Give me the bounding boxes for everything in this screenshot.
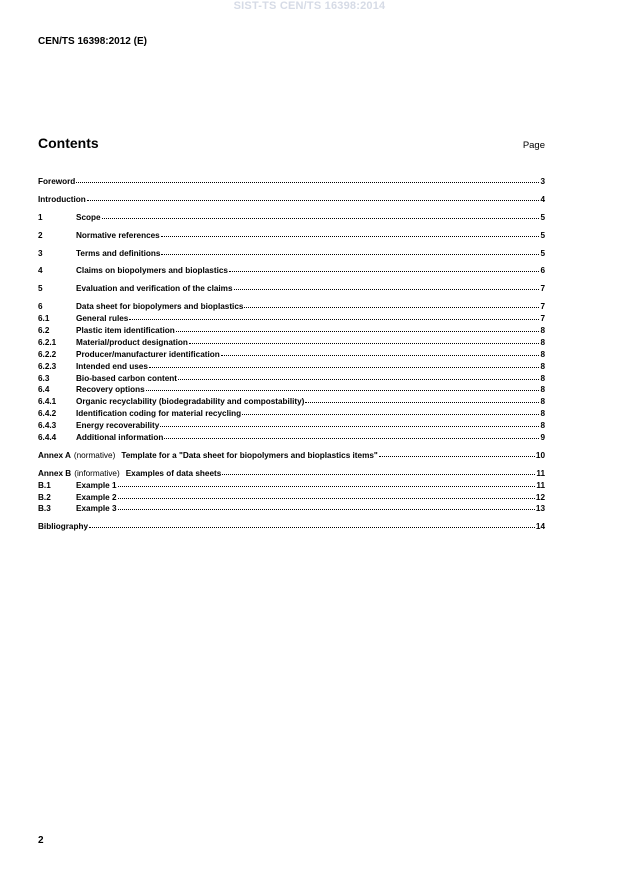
toc-entry-number: B.1 [38,480,51,490]
toc-entry-title: Recovery options [76,385,145,395]
toc-entry-number: 6.4.1 [38,397,57,407]
toc-entry-title: General rules [76,314,129,324]
toc-entry-normative-references[interactable] [38,230,545,242]
toc-entry-evaluation[interactable] [38,283,545,295]
toc-entry-b-3[interactable] [38,503,545,515]
toc-entry-title: Organic recyclability (biodegradability and compostability) [76,397,305,407]
toc-entry-number: 6.4.4 [38,433,57,443]
dot-leader [161,229,540,237]
dot-leader [87,193,540,201]
toc-entry-title: Examples of data sheets [125,468,222,478]
toc-entry-number: 6.2 [38,326,50,336]
toc-entry-title: Foreword [38,177,76,186]
toc-entry-title: Plastic item identification [76,326,175,336]
dot-leader [244,300,539,308]
dot-leader [242,407,539,415]
toc-entry-page: 7 [540,314,545,324]
toc-entry-page: 8 [540,361,545,371]
dot-leader [221,348,540,356]
toc-entry-title: Bio-based carbon content [76,373,177,383]
toc-entry-claims[interactable] [38,265,545,277]
toc-entry-number: 2 [38,230,43,240]
toc-annex-label: Annex B [38,468,72,478]
toc-entry-page: 8 [540,337,545,347]
toc-entry-page: 13 [535,504,545,514]
toc-entry-title: Template for a "Data sheet for biopolymers and bioplastics items" [121,450,378,460]
toc-entry-page: 5 [540,212,545,222]
toc-entry-bibliography[interactable] [38,521,545,533]
toc-entry-title: Evaluation and verification of the claims [76,284,233,294]
toc-entry-title: Identification coding for material recycling [76,409,242,419]
dot-leader [160,419,539,427]
toc-entry-title: Bibliography [38,522,89,532]
toc-entry-number: 3 [38,248,43,258]
dot-leader [146,383,540,391]
toc-entry-title: Intended end uses [76,361,148,371]
toc-entry-number: B.3 [38,504,51,514]
toc-entry-title: Scope [76,212,101,222]
toc-entry-number: 6.4 [38,385,50,395]
watermark: SIST-TS CEN/TS 16398:2014 [233,0,386,12]
toc-entry-number: B.2 [38,492,51,502]
dot-leader [164,431,539,439]
toc-entry-page: 12 [535,492,545,502]
toc-entry-number: 6.4.3 [38,421,57,431]
toc-entry-title: Normative references [76,230,160,240]
dot-leader [89,520,535,528]
page-number: 2 [38,835,44,846]
toc-annex-qualifier: (normative) [73,450,116,460]
toc-entry-title: Data sheet for biopolymers and bioplastics [76,302,244,312]
dot-leader [229,264,539,272]
dot-leader [118,479,536,487]
toc-entry-page: 7 [540,302,545,312]
toc-entry-number: 1 [38,212,43,222]
toc-entry-page: 11 [536,480,545,490]
toc-entry-title: Terms and definitions [76,248,161,258]
toc-entry-page: 6 [540,266,545,276]
toc-entry-number: 5 [38,284,43,294]
dot-leader [118,502,535,510]
dot-leader [176,324,540,332]
toc-entry-title: Example 1 [76,480,117,490]
toc-entry-page: 8 [540,326,545,336]
toc-entry-number: 6.2.1 [38,337,57,347]
dot-leader [379,449,535,457]
toc-annex-qualifier: (informative) [74,468,120,478]
dot-leader [102,211,540,219]
toc-entry-page: 8 [540,421,545,431]
toc-entry-number: 6.2.2 [38,349,57,359]
contents-heading: Contents [38,135,99,151]
toc-entry-page: 5 [540,230,545,240]
toc-entry-page: 10 [535,450,545,460]
toc-entry-title: Example 3 [76,504,117,514]
toc-entry-page: 8 [540,385,545,395]
toc-entry-title: Claims on biopolymers and bioplastics [76,266,228,276]
toc-entry-page: 3 [540,177,545,186]
document-identifier: CEN/TS 16398:2012 (E) [38,36,147,47]
toc-entry-page: 8 [540,397,545,407]
dot-leader [118,491,535,499]
toc-entry-title: Material/product designation [76,337,188,347]
toc-entry-6-4-4[interactable] [38,432,545,444]
toc-entry-number: 6.2.3 [38,361,57,371]
dot-leader [129,312,539,320]
dot-leader [222,467,535,475]
toc-entry-title: Example 2 [76,492,117,502]
toc-entry-page: 4 [540,194,545,204]
dot-leader [161,247,539,255]
toc-entry-page: 14 [535,522,545,532]
toc-entry-title: Energy recoverability [76,421,160,431]
toc-entry-page: 8 [540,373,545,383]
page-column-label: Page [522,140,545,151]
toc-entry-number: 6.1 [38,314,50,324]
toc-entry-number: 4 [38,266,43,276]
toc-entry-page: 5 [540,248,545,258]
dot-leader [178,372,539,380]
toc-annex-label: Annex A [38,450,71,460]
toc-entry-introduction[interactable] [38,194,545,206]
toc-entry-annex-a[interactable] [38,450,545,462]
toc-entry-page: 9 [540,433,545,443]
dot-leader [76,175,539,183]
toc-entry-scope[interactable] [38,212,545,224]
toc-entry-number: 6 [38,302,43,312]
toc-entry-title: Introduction [38,194,86,204]
toc-entry-title: Additional information [76,433,164,443]
toc-entry-page: 7 [540,284,545,294]
dot-leader [234,282,540,290]
dot-leader [149,360,540,368]
toc-entry-terms-and-definitions[interactable] [38,248,545,260]
toc-entry-page: 8 [540,349,545,359]
table-of-contents [38,176,545,533]
dot-leader [305,395,539,403]
dot-leader [189,336,540,344]
toc-entry-page: 8 [540,409,545,419]
toc-entry-number: 6.4.2 [38,409,57,419]
toc-entry-foreword[interactable] [38,176,545,188]
toc-entry-title: Producer/manufacturer identification [76,349,220,359]
toc-entry-page: 11 [536,468,545,478]
toc-entry-number: 6.3 [38,373,50,383]
